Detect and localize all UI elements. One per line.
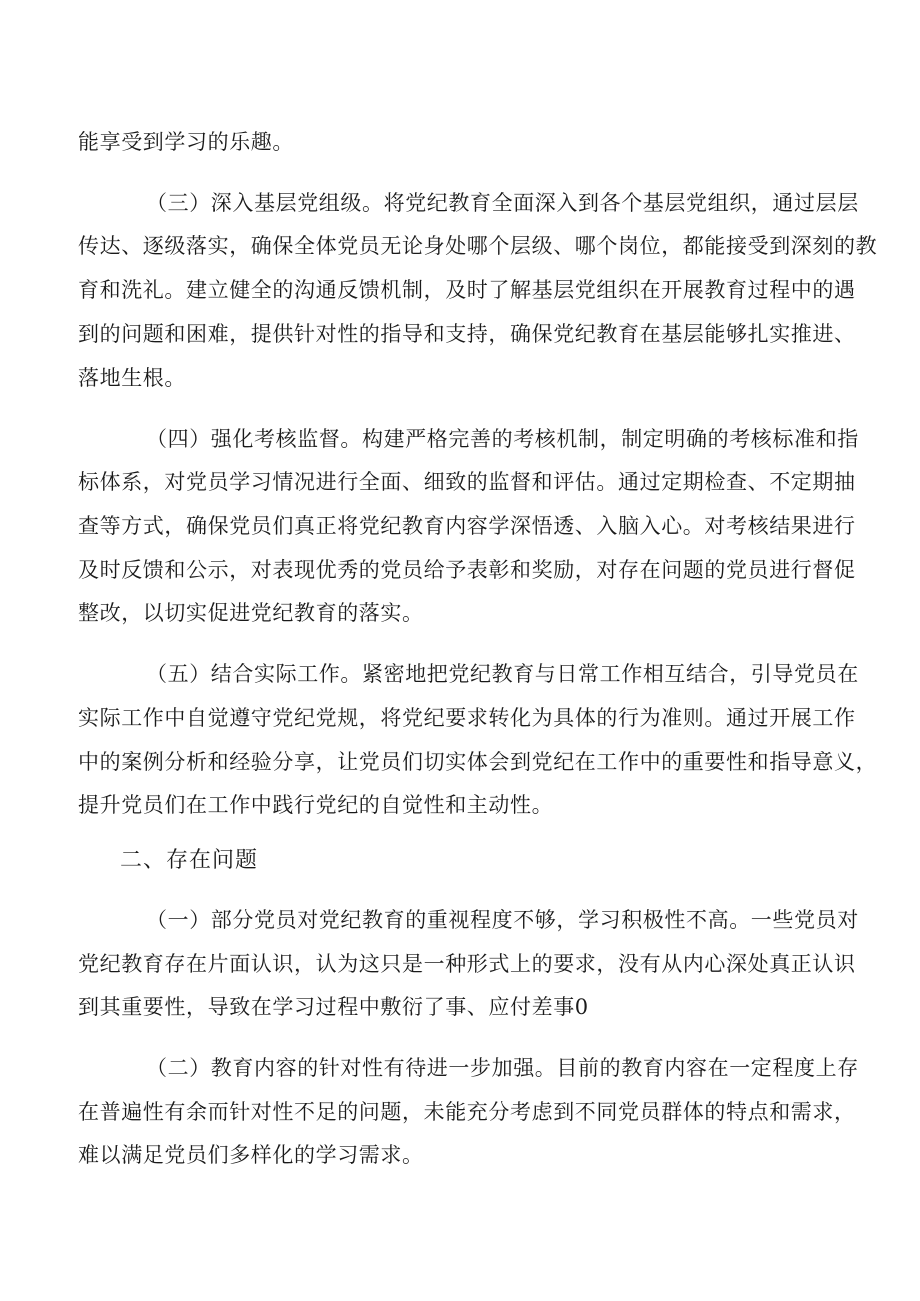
paragraph-line: 育和洗礼。建立健全的沟通反馈机制，及时了解基层党组织在开展教育过程中的遇	[78, 278, 856, 302]
paragraph-line: 及时反馈和公示，对表现优秀的党员给予表彰和奖励，对存在问题的党员进行督促	[78, 558, 856, 582]
paragraph-line: （四）强化考核监督。构建严格完善的考核机制，制定明确的考核标准和指	[146, 427, 859, 451]
paragraph-line: 中的案例分析和经验分享，让党员们切实体会到党纪在工作中的重要性和指导意义，	[78, 750, 878, 774]
paragraph-line: 党纪教育存在片面认识，认为这只是一种形式上的要求，没有从内心深处真正认识	[78, 952, 856, 976]
paragraph-line: 到其重要性，导致在学习过程中敷衍了事、应付差事0	[78, 995, 589, 1019]
paragraph-line: 整改，以切实促进党纪教育的落实。	[78, 601, 424, 625]
paragraph-line: 查等方式，确保党员们真正将党纪教育内容学深悟透、入脑入心。对考核结果进行	[78, 514, 856, 538]
section-heading: 二、存在问题	[120, 848, 259, 873]
paragraph-line: 提升党员们在工作中践行党纪的自觉性和主动性。	[78, 793, 554, 817]
paragraph-line: 难以满足党员们多样化的学习需求。	[78, 1143, 424, 1167]
paragraph-line: 传达、逐级落实，确保全体党员无论身处哪个层级、哪个岗位，都能接受到深刻的教	[78, 234, 878, 258]
paragraph-line: （一）部分党员对党纪教育的重视程度不够，学习积极性不高。一些党员对	[146, 908, 859, 932]
paragraph-line: 在普遍性有余而针对性不足的问题，未能充分考虑到不同党员群体的特点和需求，	[78, 1100, 856, 1124]
paragraph-line: （五）结合实际工作。紧密地把党纪教育与日常工作相互结合，引导党员在	[146, 662, 859, 686]
paragraph-line: 到的问题和困难，提供针对性的指导和支持，确保党纪教育在基层能够扎实推进、	[78, 322, 856, 346]
paragraph-line: 落地生根。	[78, 366, 186, 390]
paragraph-line: （二）教育内容的针对性有待进一步加强。目前的教育内容在一定程度上存	[146, 1056, 859, 1080]
paragraph-line: 能享受到学习的乐趣。	[78, 130, 294, 154]
paragraph-line: 实际工作中自觉遵守党纪党规，将党纪要求转化为具体的行为准则。通过开展工作	[78, 706, 856, 730]
paragraph-line: （三）深入基层党组级。将党纪教育全面深入到各个基层党组织，通过层层	[146, 191, 859, 215]
paragraph-line: 标体系，对党员学习情况进行全面、细致的监督和评估。通过定期检查、不定期抽	[78, 470, 856, 494]
